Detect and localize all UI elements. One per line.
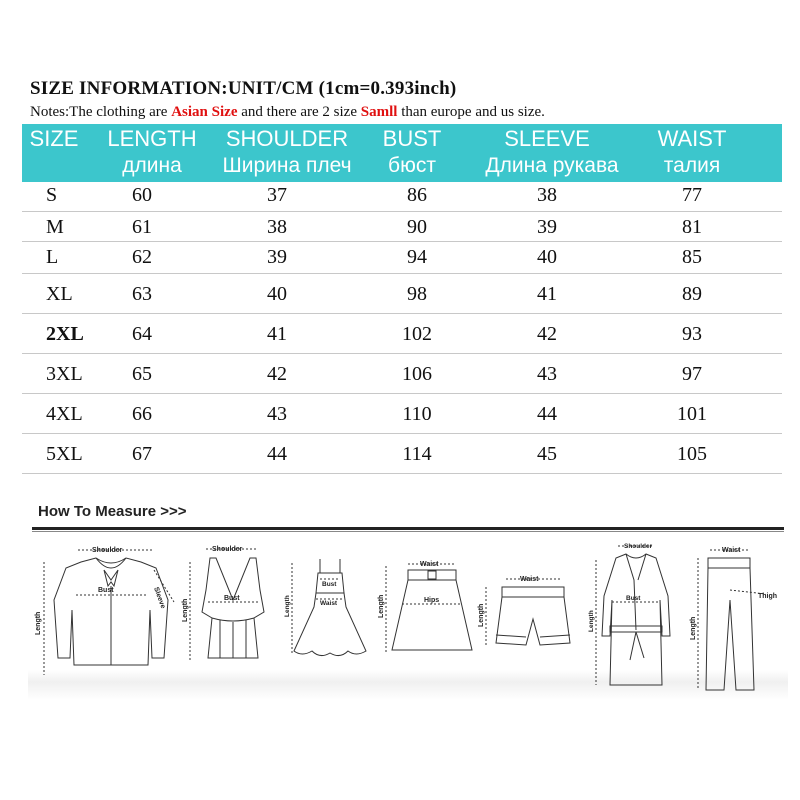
cell-sleeve: 42 [537, 323, 557, 345]
cell-waist: 97 [682, 363, 702, 385]
cell-waist: 85 [682, 246, 702, 268]
cell-shoulder: 43 [267, 403, 287, 425]
notes-middle: and there are 2 size [237, 104, 361, 120]
col-length-en: LENGTH [107, 126, 197, 151]
cell-shoulder: 42 [267, 363, 287, 385]
waist-label: Waist [520, 576, 539, 583]
length-label: Length [35, 611, 42, 635]
col-length-ru: длина [122, 154, 182, 177]
sleeve-label: Sleeve [152, 586, 167, 610]
table-row [22, 314, 782, 354]
waist-label: Waist [722, 547, 741, 554]
table-row [22, 274, 782, 314]
waist-label: Waist [320, 600, 338, 607]
cell-bust: 106 [402, 363, 432, 385]
size-notes [30, 104, 545, 121]
cell-length: 64 [132, 323, 152, 345]
cell-shoulder: 37 [267, 184, 287, 206]
col-waist-ru: талия [663, 154, 721, 177]
table-header [22, 124, 782, 182]
notes-suffix: than europe and us size. [397, 104, 545, 120]
bust-label: Bust [626, 595, 641, 602]
table-row [22, 242, 782, 274]
length-label: Length [284, 595, 291, 617]
cell-size: M [46, 216, 64, 238]
cell-waist: 101 [677, 403, 707, 425]
shirt-diagram [36, 540, 186, 690]
length-label: Length [588, 610, 595, 632]
cell-shoulder: 39 [267, 246, 287, 268]
cell-bust: 86 [407, 184, 427, 206]
length-label: Length [378, 594, 385, 618]
cell-size: 5XL [46, 443, 83, 465]
page-title: SIZE INFORMATION:UNIT/CM (1cm=0.393inch) [30, 78, 457, 99]
small-highlight: Samll [360, 104, 398, 120]
col-shoulder-ru: Ширина плеч [222, 154, 352, 177]
notes-prefix: Notes:The clothing are [30, 104, 172, 120]
cell-bust: 94 [407, 246, 427, 268]
cell-size: XL [46, 283, 73, 305]
col-bust-ru: бюст [388, 154, 436, 177]
row-divider [22, 473, 782, 474]
cell-bust: 110 [402, 403, 432, 425]
waist-label: Waist [420, 561, 439, 568]
cell-shoulder: 41 [267, 323, 287, 345]
length-label: Length [478, 603, 485, 627]
table-row [22, 354, 782, 394]
cell-length: 65 [132, 363, 152, 385]
cell-bust: 114 [402, 443, 432, 465]
cell-size: 3XL [46, 363, 83, 385]
table-row [22, 182, 782, 212]
coat-diagram [588, 540, 683, 690]
trousers-diagram [690, 540, 785, 695]
cell-size: 4XL [46, 403, 83, 425]
cell-waist: 89 [682, 283, 702, 305]
cell-waist: 81 [682, 216, 702, 238]
cell-shoulder: 40 [267, 283, 287, 305]
vest-diagram [178, 540, 278, 690]
cell-length: 62 [132, 246, 152, 268]
shoulder-label: Shoulder [624, 543, 653, 550]
cell-shoulder: 38 [267, 216, 287, 238]
cell-sleeve: 38 [537, 184, 557, 206]
col-size-en: SIZE [29, 126, 79, 151]
cell-sleeve: 43 [537, 363, 557, 385]
shorts-diagram [478, 565, 578, 655]
table-row [22, 434, 782, 474]
skirt-diagram [378, 552, 478, 662]
cell-waist: 93 [682, 323, 702, 345]
col-waist-en: WAIST [657, 126, 727, 151]
cell-sleeve: 45 [537, 443, 557, 465]
cell-length: 66 [132, 403, 152, 425]
length-label: Length [690, 616, 697, 640]
cell-sleeve: 41 [537, 283, 557, 305]
bust-label: Bust [224, 595, 240, 602]
col-sleeve-en: SLEEVE [504, 126, 590, 151]
cell-sleeve: 44 [537, 403, 557, 425]
cell-length: 67 [132, 443, 152, 465]
cell-size: S [46, 184, 58, 206]
how-to-measure-heading [38, 503, 187, 520]
table-row [22, 212, 782, 242]
dress-diagram [282, 555, 372, 665]
cell-bust: 90 [407, 216, 427, 238]
bust-label: Bust [322, 581, 337, 588]
table-row [22, 394, 782, 434]
measure-heading-text: How To Measure [38, 503, 157, 520]
shoulder-label: Shoulder [212, 546, 243, 553]
asian-size-highlight: Asian Size [171, 104, 238, 120]
col-shoulder-en: SHOULDER [225, 126, 349, 151]
measure-divider [32, 527, 784, 530]
cell-sleeve: 40 [537, 246, 557, 268]
cell-size: 2XL [46, 323, 84, 345]
cell-size: L [46, 246, 59, 268]
cell-bust: 102 [402, 323, 432, 345]
measure-divider-thin [32, 531, 784, 532]
measure-arrows: >>> [160, 503, 187, 520]
length-label: Length [182, 598, 189, 622]
cell-shoulder: 44 [267, 443, 287, 465]
cell-bust: 98 [407, 283, 427, 305]
cell-length: 63 [132, 283, 152, 305]
cell-sleeve: 39 [537, 216, 557, 238]
cell-length: 61 [132, 216, 152, 238]
cell-waist: 77 [682, 184, 702, 206]
cell-waist: 105 [677, 443, 707, 465]
col-sleeve-ru: Длина рукава [485, 154, 619, 177]
cell-length: 60 [132, 184, 152, 206]
shoulder-label: Shoulder [92, 547, 123, 554]
hips-label: Hips [424, 597, 440, 604]
bust-label: Bust [98, 587, 114, 594]
thigh-label: Thigh [758, 593, 778, 600]
col-bust-en: BUST [382, 126, 442, 151]
